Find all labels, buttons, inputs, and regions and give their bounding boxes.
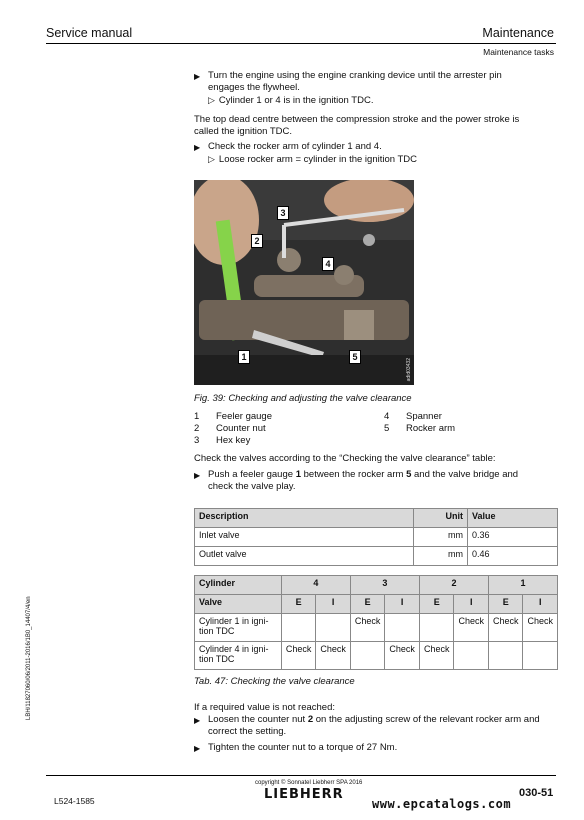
table-caption: Tab. 47: Checking the valve clearance xyxy=(194,676,355,687)
check-instruction: Check the valves according to the “Checking the valve clearance” table: xyxy=(194,453,496,464)
step-1-result: ▷ Cylinder 1 or 4 is in the ignition TDC. xyxy=(208,95,374,106)
table-row: Inlet valve mm 0.36 xyxy=(195,528,558,547)
table-row: Cylinder 1 in igni-tion TDC Check Check Check Check xyxy=(195,614,558,642)
page-number: 030-51 xyxy=(519,787,554,799)
loosen-step: ▶ Loosen the counter nut 2 on the adjusting screw of the relevant rocker arm and correct the setting. xyxy=(194,714,540,737)
push-step: ▶ Push a feeler gauge 1 between the rocker arm 5 and the valve bridge and check the valve play. xyxy=(194,469,519,492)
bullet-arrow-icon: ▶ xyxy=(194,716,201,725)
step-1 xyxy=(194,70,534,107)
callout-1: 1 xyxy=(238,350,250,364)
valve-clearance-check-table: Cylinder 4 3 2 1 Valve E I E I E I E I Cylinder 1 in igni-tion TDC Check Check Check Check Cylinder 4 in igni-tion TDC Check Check Check Check xyxy=(194,575,558,670)
result-arrow-icon: ▷ xyxy=(208,154,215,164)
cylinder-header: Cylinder xyxy=(195,576,282,595)
col-description: Description xyxy=(195,509,414,528)
footer-divider xyxy=(46,775,556,776)
copyright: copyright © Sonnatel Liebherr SPA 2016 xyxy=(255,780,363,786)
section-subtitle: Maintenance tasks xyxy=(483,47,554,57)
step-2-result: ▷ Loose rocker arm = cylinder in the ignition TDC xyxy=(208,154,418,165)
step-2-text: Check the rocker arm of cylinder 1 and 4. xyxy=(208,141,382,152)
col-value: Value xyxy=(468,509,558,528)
legend-item: 5 Rocker arm xyxy=(384,423,456,434)
section-title: Maintenance xyxy=(482,26,554,40)
document-number: L524-1585 xyxy=(54,796,95,806)
valve-clearance-spec-table xyxy=(194,508,558,566)
tdc-note: The top dead centre between the compression stroke and the power stroke is called the ignition TDC. xyxy=(194,114,520,137)
bullet-arrow-icon: ▶ xyxy=(194,72,201,81)
step-1-text: Turn the engine using the engine cranking device until the arrester pin engages the flywheel. xyxy=(208,70,502,93)
result-arrow-icon: ▷ xyxy=(208,95,215,105)
legend-item: 3 Hex key xyxy=(194,435,251,446)
if-not-reached: If a required value is not reached: xyxy=(194,702,336,713)
tighten-step: ▶ Tighten the counter nut to a torque of 27 Nm. xyxy=(194,742,398,753)
legend-item: 4 Spanner xyxy=(384,411,442,422)
callout-2: 2 xyxy=(251,234,263,248)
figure-code: adid03432 xyxy=(406,357,412,381)
legend-item: 1 Feeler gauge xyxy=(194,411,272,422)
callout-5: 5 xyxy=(349,350,361,364)
table-row: Outlet valve mm 0.46 xyxy=(195,547,558,566)
bullet-arrow-icon: ▶ xyxy=(194,471,201,480)
col-unit: Unit xyxy=(414,509,468,528)
step-2 xyxy=(194,141,534,166)
liebherr-logo: LIEBHERR xyxy=(264,787,344,802)
table-row: Cylinder 4 in igni-tion TDC Check Check Check Check xyxy=(195,642,558,670)
header-divider xyxy=(46,43,556,44)
bullet-arrow-icon: ▶ xyxy=(194,143,201,152)
manual-title: Service manual xyxy=(46,26,133,40)
callout-4: 4 xyxy=(322,257,334,271)
document-code-sidebar: LBH/11827060/06/2011-2016/1B0_14407/4/en xyxy=(26,596,32,720)
figure-caption: Fig. 39: Checking and adjusting the valve clearance xyxy=(194,393,412,404)
valve-adjustment-photo xyxy=(194,180,414,385)
engine-illustration xyxy=(194,180,414,385)
bullet-arrow-icon: ▶ xyxy=(194,744,201,753)
callout-3: 3 xyxy=(277,206,289,220)
legend-item: 2 Counter nut xyxy=(194,423,266,434)
valve-header: Valve xyxy=(195,595,282,614)
watermark: www.epcatalogs.com xyxy=(372,797,512,811)
